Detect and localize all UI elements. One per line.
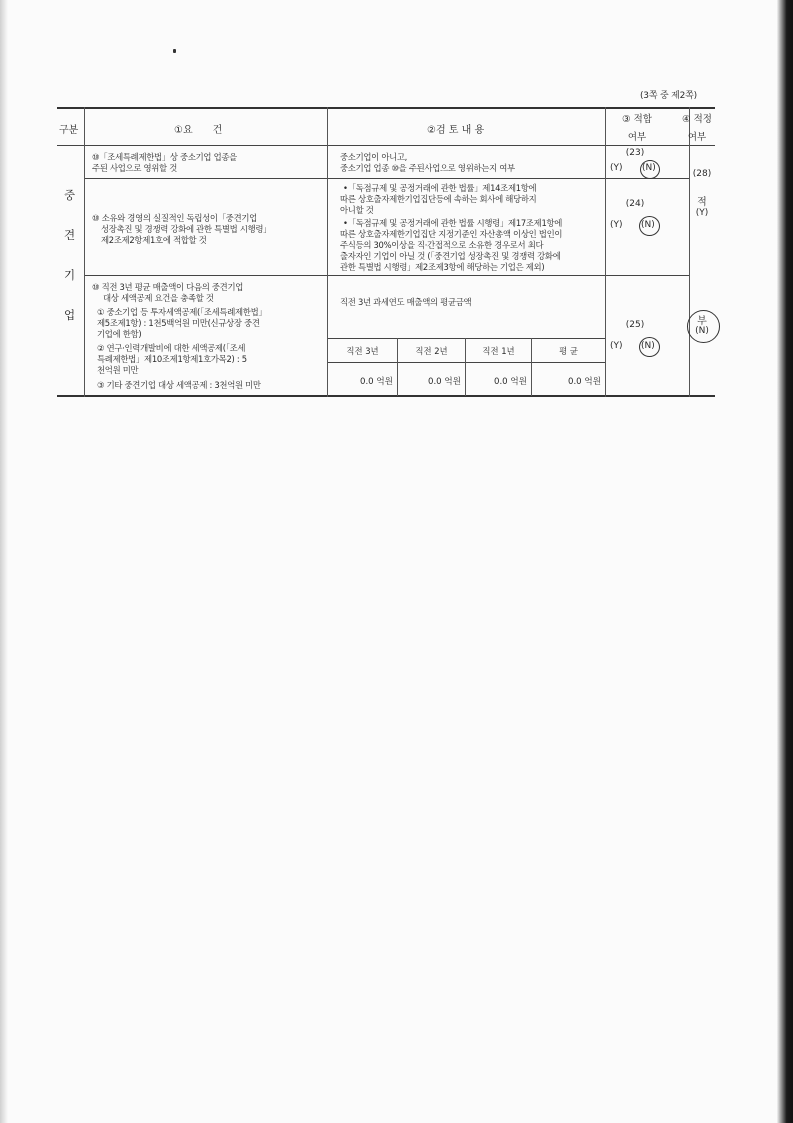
sales-header-avg: 평 균 — [559, 346, 578, 356]
header-conformity-line2: 여부 — [627, 132, 647, 143]
sales-value-1y: 0.0 억원 — [493, 377, 527, 387]
row3-requirement-line8: 천억원 미만 — [97, 365, 139, 375]
header-review: ②검 토 내 용 — [427, 125, 485, 136]
row2-review-line7: 출자자인 기업이 아닐 것 (「중견기업 성장촉진 및 경쟁력 강화에 — [340, 251, 561, 261]
appropriate-top-code: (28) — [692, 169, 712, 179]
row3-requirement-line2: 대상 세액공제 요건을 충족할 것 — [103, 293, 214, 303]
row2-requirement-line1: ⑩ 소유와 경영의 실질적인 독립성이「중견기업 — [92, 213, 257, 223]
appropriate-top-value: 적 — [697, 197, 707, 208]
row3-requirement-line9: ③ 기타 중견기업 대상 세액공제 : 3천억원 미만 — [97, 380, 261, 390]
row3-requirement-line5: 기업에 한함) — [97, 329, 142, 339]
row2-review-line3: 아니할 것 — [340, 205, 374, 215]
scan-shadow-left — [0, 0, 8, 1123]
row2-review-line5: 따른 상호출자제한기업집단 지정기준인 자산총액 이상인 법인이 — [340, 229, 563, 239]
row1-yes[interactable]: (Y) — [610, 163, 623, 173]
category-char-1: 중 — [64, 188, 76, 202]
row3-review-title: 직전 3년 과세연도 매출액의 평균금액 — [340, 297, 472, 307]
row1-bottom-border — [84, 178, 689, 179]
row2-bottom-border — [84, 275, 689, 276]
header-requirements: ①요 건 — [174, 125, 223, 136]
header-appropriate-line1: ④ 적정 — [682, 114, 712, 125]
row1-review-line2: 중소기업 업종 ⑩을 주된사업으로 영위하는지 여부 — [340, 163, 515, 173]
row2-yes[interactable]: (Y) — [610, 220, 623, 230]
sales-header-top-border — [327, 338, 605, 339]
row1-requirement-line1: ⑩「조세특례제한법」상 중소기업 업종을 — [92, 152, 237, 162]
row3-requirement-line1: ⑩ 직전 3년 평균 매출액이 다음의 중견기업 — [92, 282, 244, 292]
sales-header-1y: 직전 1년 — [482, 346, 515, 356]
header-conformity-line1: ③ 적합 — [622, 114, 652, 125]
category-char-3: 기 — [64, 268, 76, 282]
row2-review-line2: 따른 상호출자제한기업집단등에 속하는 회사에 해당하지 — [340, 194, 537, 204]
row2-requirement-line2: 성장촉진 및 경쟁력 강화에 관한 특별법 시행령」 — [101, 224, 272, 234]
sales-value-avg: 0.0 억원 — [567, 377, 601, 387]
appropriate-bottom-mark[interactable]: (N) — [695, 326, 709, 336]
row2-requirement-line3: 제2조제2항제1호에 적합할 것 — [101, 235, 207, 245]
col-divider-category — [84, 107, 85, 397]
appropriate-bottom-value: 부 — [697, 316, 707, 327]
row1-code: (23) — [625, 148, 645, 158]
row3-code: (25) — [625, 320, 645, 330]
row3-requirement-line6: ② 연구·인력개발비에 대한 세액공제(「조세 — [97, 343, 246, 353]
row2-review-line4: •「독점규제 및 공정거래에 관한 법률 시행령」제17조제1항에 — [343, 218, 563, 228]
row2-review-line1: •「독점규제 및 공정거래에 관한 법률」제14조제1항에 — [343, 183, 537, 193]
row3-requirement-line7: 특례제한법」제10조제1항제1호가목2) : 5 — [97, 354, 247, 364]
page-indicator: (3쪽 중 제2쪽) — [640, 91, 697, 101]
scan-shadow-right — [777, 0, 793, 1123]
row1-review-line1: 중소기업이 아니고, — [340, 152, 408, 162]
row3-requirement-line3: ① 중소기업 등 투자세액공제(「조세특례제한법」 — [97, 307, 267, 317]
row2-review-line6: 주식등의 30%이상을 직·간접적으로 소유한 경우로서 최다 — [340, 240, 544, 250]
row1-no[interactable]: (N) — [642, 163, 656, 173]
col-divider-review — [605, 107, 606, 397]
row2-review-line8: 관한 특별법 시행령」제2조제3항에 해당하는 기업은 제외) — [340, 262, 545, 272]
header-appropriate-line2: 여부 — [687, 132, 707, 143]
sales-header-3y: 직전 3년 — [346, 346, 379, 356]
review-form-table — [57, 107, 715, 397]
sales-header-bottom-border — [327, 362, 605, 363]
row2-no[interactable]: (N) — [641, 220, 655, 230]
sales-header-2y: 직전 2년 — [415, 346, 448, 356]
row3-no[interactable]: (N) — [641, 341, 655, 351]
row1-requirement-line2: 주된 사업으로 영위할 것 — [92, 163, 177, 173]
row3-requirement-line4: 제5조제1항) : 1천5백억원 미만(신규상장 중견 — [97, 318, 260, 328]
header-bottom-border — [57, 145, 715, 146]
table-top-border — [57, 107, 715, 109]
table-bottom-border — [57, 395, 715, 397]
header-category: 구분 — [59, 125, 79, 136]
row2-code: (24) — [625, 199, 645, 209]
category-char-4: 업 — [64, 308, 76, 322]
scan-speck — [173, 49, 176, 53]
row3-yes[interactable]: (Y) — [610, 341, 623, 351]
category-char-2: 견 — [64, 228, 76, 242]
appropriate-top-mark[interactable]: (Y) — [695, 208, 709, 218]
col-divider-conformity — [689, 107, 690, 397]
sales-value-2y: 0.0 억원 — [427, 377, 461, 387]
sales-value-3y: 0.0 억원 — [359, 377, 393, 387]
